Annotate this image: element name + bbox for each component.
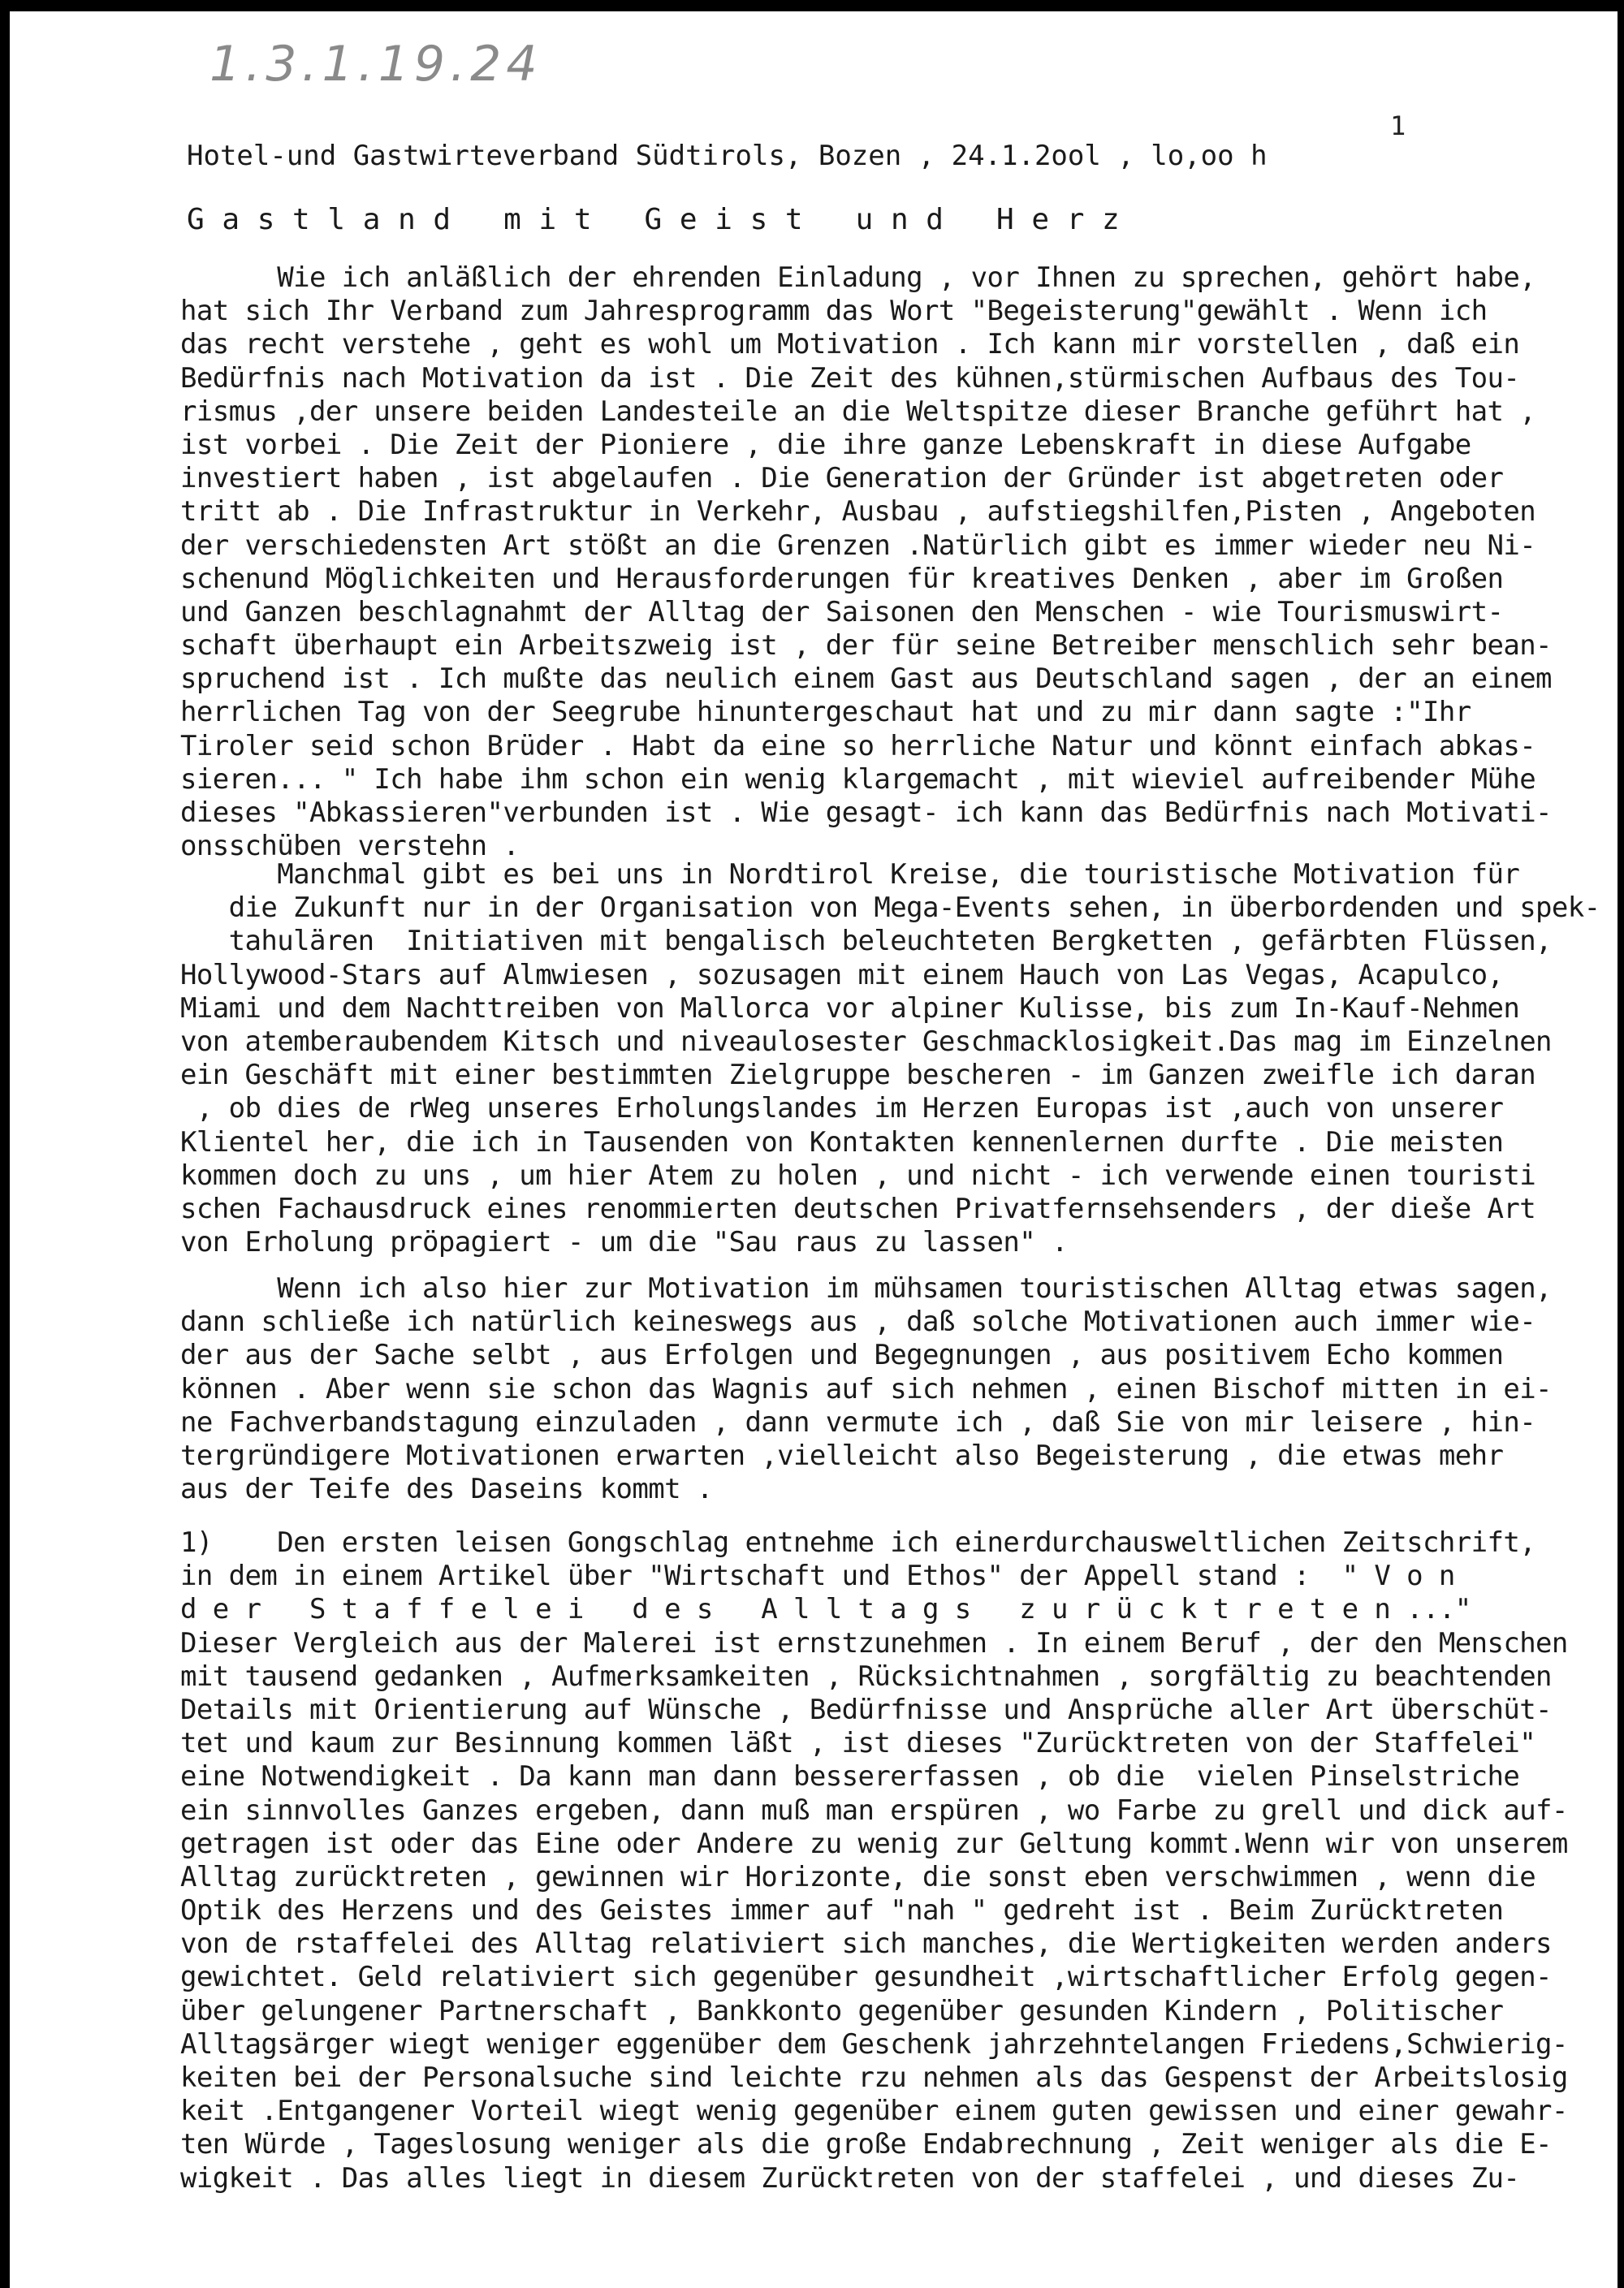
text-line: kommen doch zu uns , um hier Atem zu holen , und nicht - ich verwende einen touristi [180, 1159, 1536, 1192]
text-line: eine Notwendigkeit . Da kann man dann bessererfassen , ob die vielen Pinselstriche [180, 1760, 1520, 1794]
text-line: Tiroler seid schon Brüder . Habt da eine so herrliche Natur und könnt einfach abkas- [180, 729, 1536, 762]
text-line: 1) Den ersten leisen Gongschlag entnehme ich einerdurchausweltlichen Zeitschrift, [180, 1526, 1536, 1559]
text-line: tet und kaum zur Besinnung kommen läßt , ist dieses "Zurücktreten von der Staffelei" [180, 1727, 1536, 1760]
handwritten-archive-number: 1.3.1.19.24 [209, 36, 542, 93]
text-line: der aus der Sache selbt , aus Erfolgen und Begegnungen , aus positivem Echo kommen [180, 1339, 1504, 1372]
text-line: Miami und dem Nachttreiben von Mallorca vor alpiner Kulisse, bis zum In-Kauf-Nehmen [180, 991, 1520, 1025]
text-line: das recht verstehe , geht es wohl um Motivation . Ich kann mir vorstellen , daß ein [180, 328, 1520, 361]
text-line: Wenn ich also hier zur Motivation im mühsamen touristischen Alltag etwas sagen, [180, 1272, 1552, 1305]
text-line: ten Würde , Tageslosung weniger als die große Endabrechnung , Zeit weniger als die E- [180, 2128, 1552, 2161]
text-line: schaft überhaupt ein Arbeitszweig ist , der für seine Betreiber menschlich sehr bean- [180, 629, 1552, 663]
text-line: hat sich Ihr Verband zum Jahresprogramm das Wort "Begeisterung"gewählt . Wenn ich [180, 295, 1488, 328]
text-line: , ob dies de rWeg unseres Erholungslandes im Herzen Europas ist ,auch von unserer [180, 1092, 1504, 1125]
document-header: Hotel-und Gastwirteverband Südtirols, Bozen , 24.1.2ool , lo,oo h [187, 140, 1268, 172]
text-line: onsschüben verstehn . [180, 830, 520, 863]
text-line: Manchmal gibt es bei uns in Nordtirol Kreise, die touristische Motivation für [180, 858, 1520, 891]
text-line: Optik des Herzens und des Geistes immer auf "nah " gedreht ist . Beim Zurücktreten [180, 1894, 1504, 1928]
text-line: Hollywood-Stars auf Almwiesen , sozusagen mit einem Hauch von Las Vegas, Acapulco, [180, 958, 1504, 991]
text-line: von atemberaubendem Kitsch und niveaulosester Geschmacklosigkeit.Das mag im Einzelnen [180, 1025, 1552, 1058]
paragraph-1 [180, 261, 1552, 863]
text-line: Bedürfnis nach Motivation da ist . Die Zeit des kühnen,stürmischen Aufbaus des Tou- [180, 361, 1520, 395]
text-line: sieren... " Ich habe ihm schon ein wenig klargemacht , mit wieviel aufreibender Mühe [180, 762, 1536, 796]
text-line: Wie ich anläßlich der ehrenden Einladung , vor Ihnen zu sprechen, gehört habe, [180, 261, 1536, 294]
text-line: mit tausend gedanken , Aufmerksamkeiten , Rücksichtnahmen , sorgfältig zu beachtenden [180, 1660, 1552, 1693]
text-line: wigkeit . Das alles liegt in diesem Zurücktreten von der staffelei , und dieses Zu- [180, 2161, 1520, 2195]
text-line: gewichtet. Geld relativiert sich gegenüber gesundheit ,wirtschaftlicher Erfolg gegen- [180, 1961, 1552, 1994]
text-line: Klientel her, die ich in Tausenden von Kontakten kennenlernen durfte . Die meisten [180, 1125, 1504, 1159]
text-line: dann schließe ich natürlich keineswegs aus , daß solche Motivationen auch immer wie- [180, 1306, 1536, 1339]
text-line: ne Fachverbandstagung einzuladen , dann vermute ich , daß Sie von mir leisere , hin- [180, 1405, 1536, 1439]
text-line: schen Fachausdruck eines renommierten deutschen Privatfernsehsenders , der dieše Art [180, 1192, 1536, 1225]
paragraph-3 [180, 1272, 1552, 1506]
paragraph-2 [180, 858, 1600, 1259]
text-line: rismus ,der unsere beiden Landesteile an die Weltspitze dieser Branche geführt hat , [180, 395, 1536, 428]
text-line: Alltag zurücktreten , gewinnen wir Horizonte, die sonst eben verschwimmen , wenn die [180, 1860, 1536, 1893]
text-line: keiten bei der Personalsuche sind leichte rzu nehmen als das Gespenst der Arbeitslosig [180, 2061, 1568, 2094]
text-line: herrlichen Tag von der Seegrube hinuntergeschaut hat und zu mir dann sagte :"Ihr [180, 696, 1471, 729]
text-line: ein sinnvolles Ganzes ergeben, dann muß man erspüren , wo Farbe zu grell und dick auf- [180, 1794, 1568, 1827]
text-line: Alltagsärger wiegt weniger eggenüber dem Geschenk jahrzehntelangen Friedens,Schwierig- [180, 2027, 1568, 2061]
text-line: von Erholung pröpagiert - um die "Sau raus zu lassen" . [180, 1226, 1068, 1259]
text-line: der verschiedensten Art stößt an die Grenzen .Natürlich gibt es immer wieder neu Ni- [180, 529, 1536, 562]
document-title: G a s t l a n d m i t G e i s t u n d H e r z [187, 203, 1120, 236]
text-line: ist vorbei . Die Zeit der Pioniere , die ihre ganze Lebenskraft in diese Aufgabe [180, 428, 1471, 461]
text-line: dieses "Abkassieren"verbunden ist . Wie gesagt- ich kann das Bedürfnis nach Motivati- [180, 796, 1552, 829]
text-line: spruchend ist . Ich mußte das neulich einem Gast aus Deutschland sagen , der an einem [180, 663, 1552, 696]
text-line: können . Aber wenn sie schon das Wagnis auf sich nehmen , einen Bischof mitten in ei- [180, 1372, 1552, 1405]
text-line: und Ganzen beschlagnahmt der Alltag der Saisonen den Menschen - wie Tourismuswirt- [180, 595, 1504, 628]
text-line: tritt ab . Die Infrastruktur in Verkehr, Ausbau , aufstiegshilfen,Pisten , Angeboten [180, 495, 1536, 529]
text-line: tergründigere Motivationen erwarten ,vielleicht also Begeisterung , die etwas mehr [180, 1439, 1504, 1472]
text-line: d e r S t a f f e l e i d e s A l l t a g s z u r ü c k t r e t e n ..." [180, 1593, 1471, 1626]
page-number: 1 [1390, 110, 1406, 141]
text-line: Details mit Orientierung auf Wünsche , Bedürfnisse und Ansprüche aller Art überschüt- [180, 1693, 1552, 1726]
text-line: Dieser Vergleich aus der Malerei ist ernstzunehmen . In einem Beruf , der den Menschen [180, 1626, 1568, 1660]
text-line: von de rstaffelei des Alltag relativiert sich manches, die Wertigkeiten werden anders [180, 1928, 1552, 1961]
text-line: in dem in einem Artikel über "Wirtschaft und Ethos" der Appell stand : " V o n [180, 1560, 1455, 1593]
text-line: getragen ist oder das Eine oder Andere zu wenig zur Geltung kommt.Wenn wir von unserem [180, 1827, 1568, 1860]
text-line: investiert haben , ist abgelaufen . Die Generation der Gründer ist abgetreten oder [180, 462, 1504, 495]
text-line: schenund Möglichkeiten und Herausforderungen für kreatives Denken , aber im Großen [180, 562, 1504, 595]
text-line: tahulären Initiativen mit bengalisch beleuchteten Bergketten , gefärbten Flüssen, [180, 925, 1552, 958]
text-line: die Zukunft nur in der Organisation von Mega-Events sehen, in überbordenden und spek- [180, 891, 1600, 925]
text-line: ein Geschäft mit einer bestimmten Zielgruppe bescheren - im Ganzen zweifle ich daran [180, 1059, 1536, 1092]
paragraph-4 [180, 1526, 1568, 2195]
text-line: über gelungener Partnerschaft , Bankkonto gegenüber gesunden Kindern , Politischer [180, 1994, 1504, 2027]
text-line: aus der Teife des Daseins kommt . [180, 1473, 713, 1506]
text-line: keit .Entgangener Vorteil wiegt wenig gegenüber einem guten gewissen und einer gewahr- [180, 2095, 1568, 2128]
